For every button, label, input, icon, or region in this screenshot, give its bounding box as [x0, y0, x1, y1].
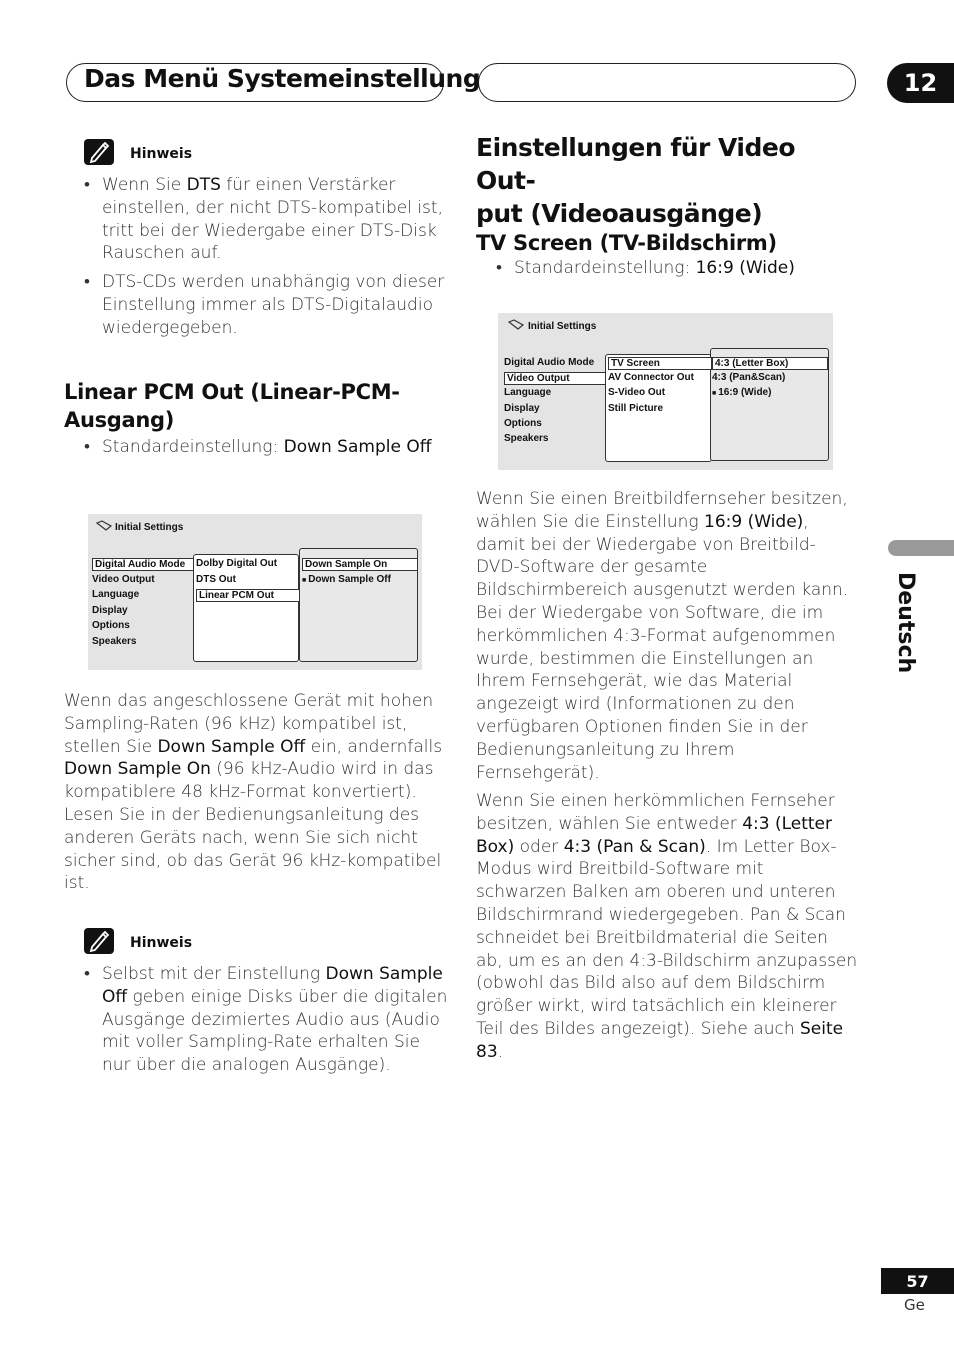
- menu-title: Initial Settings: [528, 321, 597, 332]
- default-setting-linear-pcm: • Standardeinstellung: Down Sample Off: [64, 436, 446, 465]
- header-empty-frame: [478, 63, 856, 102]
- section-title-tv-screen: TV Screen (TV-Bildschirm): [476, 231, 777, 255]
- menu-item: Linear PCM Out: [196, 589, 300, 602]
- page-number: 57: [881, 1268, 954, 1294]
- menu-item: Down Sample On: [302, 558, 418, 571]
- menu-icon: [507, 319, 525, 331]
- menu-item: Options: [504, 417, 542, 429]
- menu-item: Language: [92, 589, 140, 600]
- menu-item: ■ Down Sample Off: [302, 573, 391, 585]
- menu-item: Speakers: [504, 433, 549, 444]
- menu-item: Video Output: [504, 372, 606, 385]
- menu-item: ■ 16:9 (Wide): [712, 387, 772, 398]
- note-pencil-icon: [84, 139, 114, 165]
- language-code: Ge: [904, 1296, 925, 1314]
- menu-item: Still Picture: [608, 402, 664, 414]
- menu-item: Display: [92, 604, 128, 616]
- menu-item: 4:3 (Pan&Scan): [712, 372, 786, 383]
- note-label: Hinweis: [130, 146, 193, 162]
- tv-screen-menu-screenshot: [498, 313, 833, 470]
- menu-title: Initial Settings: [115, 522, 184, 533]
- menu-item: TV Screen: [608, 357, 712, 370]
- menu-item: DTS Out: [196, 573, 236, 585]
- note-bullet: • DTS-CDs werden unabhängig von dieser Einstellung immer als DTS-Digitalaudio wiedergegeben.: [64, 271, 446, 339]
- chapter-title: Das Menü Systemeinstellung: [84, 64, 481, 93]
- menu-icon: [95, 520, 113, 532]
- tv-screen-paragraph-1: Wenn Sie einen Breitbildfernseher besitzen, wählen Sie die Einstellung 16:9 (Wide), damit bei der Wiedergabe von Breitbild-DVD-Software der gesamte Bildschirmbereich ausgenutzt werden kann. Bei der Wiedergabe von Software, die im herkömmlichen 4:3-Format aufgenommen wurde, bestimmen die Einstellungen an Ihrem Fernsehgerät, wie das Material angezeigt wird (Informationen zu den verfügbaren Optionen finden Sie in der Bedienungsanleitung zu Ihrem Fernsehgerät).: [476, 489, 849, 783]
- main-title-video-output: Einstellungen für Video Out- put (Videoausgänge): [476, 133, 796, 228]
- default-setting-tv-screen: • Standardeinstellung: 16:9 (Wide): [476, 257, 856, 286]
- menu-item: Digital Audio Mode: [504, 357, 595, 368]
- menu-item: Dolby Digital Out: [196, 558, 278, 569]
- menu-item: Speakers: [92, 635, 137, 647]
- menu-item: AV Connector Out: [608, 372, 694, 384]
- chapter-number: 12: [887, 63, 954, 103]
- menu-item: S-Video Out: [608, 387, 666, 399]
- note-bullet: • Wenn Sie DTS für einen Verstärker einstellen, der nicht DTS-kompatibel ist, tritt bei der Wiedergabe einer DTS-Disk Rauschen auf.: [64, 174, 446, 265]
- language-tab-marker: [888, 540, 954, 556]
- menu-item: Options: [92, 620, 130, 631]
- menu-item: Video Output: [92, 573, 155, 585]
- note-label: Hinweis: [130, 935, 193, 951]
- menu-col2-box: [193, 554, 299, 662]
- menu-item: Language: [504, 387, 552, 399]
- menu-item: Display: [504, 402, 540, 414]
- linear-pcm-menu-screenshot: [88, 514, 422, 670]
- linear-pcm-paragraph: Wenn das angeschlossene Gerät mit hohen Sampling-Raten (96 kHz) kompatibel ist, stellen Sie Down Sample Off ein, andernfalls Down Sample On (96 kHz-Audio wird in das kompatiblere 48 kHz-Format konvertiert). Lesen Sie in der Bedienungsanleitung des anderen Geräts nach, wenn Sie sich nicht sicher sind, ob das Gerät 96 kHz-kompatibel ist.: [64, 691, 443, 894]
- note-pencil-icon: [84, 928, 114, 954]
- note2-list: • Selbst mit der Einstellung Down Sample Off geben einige Disks über die digitalen Ausgänge dezimiertes Audio aus (Audio mit voller Sampling-Rate erhalten Sie nur über die analogen Ausgänge).: [64, 963, 448, 1083]
- menu-item: 4:3 (Letter Box): [712, 357, 828, 370]
- language-tab-label: Deutsch: [893, 572, 918, 674]
- tv-screen-paragraph-2: Wenn Sie einen herkömmlichen Fernseher besitzen, wählen Sie entweder 4:3 (Letter Box) oder 4:3 (Pan & Scan). Im Letter Box-Modus wird Breitbild-Software mit schwarzen Balken am oberen und unteren Bildschirmrand wiedergegeben. Pan & Scan schneidet bei Breitbildmaterial die Seiten ab, um es an den 4:3-Bildschirm anzupassen (obwohl das Bild also auf dem Bildschirm größer wirkt, wird tatsächlich ein kleinerer Teil des Bildes angezeigt). Siehe auch Seite 83.: [476, 791, 858, 1062]
- note1-list: [64, 174, 446, 346]
- section-title-linear-pcm: Linear PCM Out (Linear-PCM- Ausgang): [64, 380, 400, 432]
- menu-item: Digital Audio Mode: [92, 558, 194, 571]
